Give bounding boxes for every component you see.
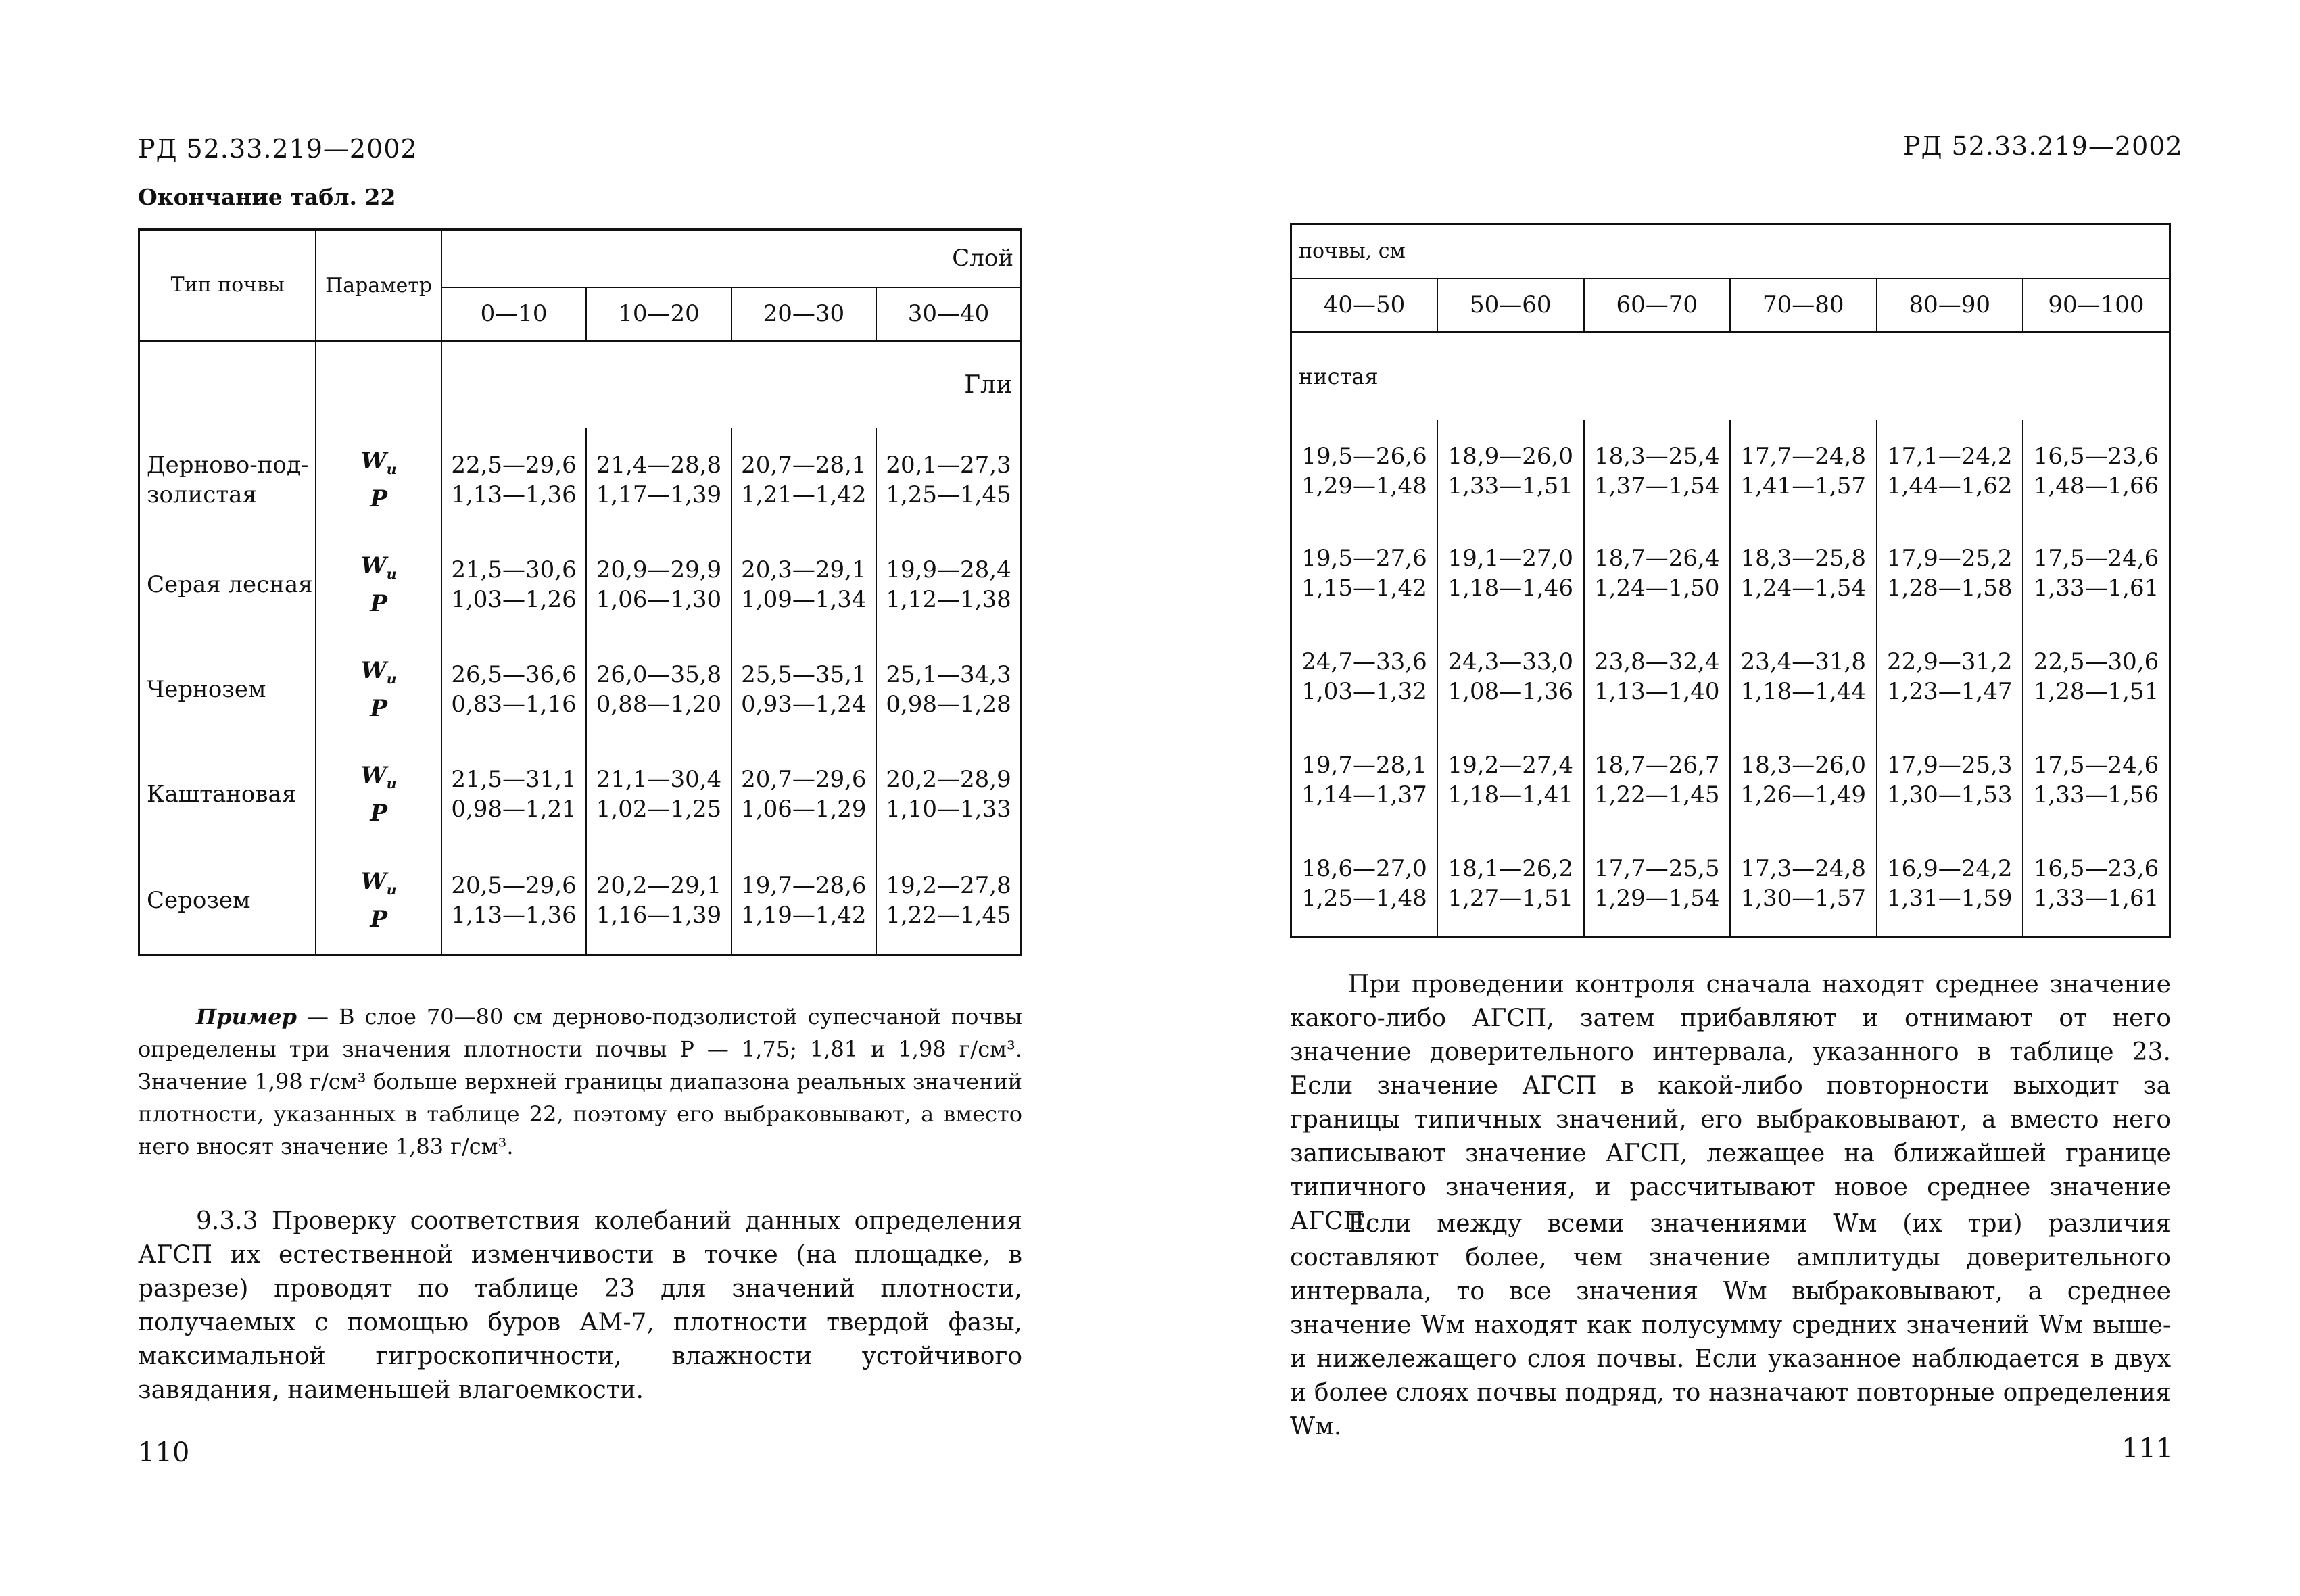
- layer-header: 90—100: [2023, 279, 2170, 333]
- left-page-header: РД 52.33.219—2002: [138, 134, 418, 164]
- value-cell: 23,4—31,8 1,18—1,44: [1730, 625, 1877, 729]
- amplitude-paragraph: Если между всеми значениями Wм (их три) различия составляют более, чем значение амплитуды доверительного интервала, то все значения Wм выбраковывают, а среднее значение Wм находят как полусумму средних значений Wм выше- и нижележащего слоя почвы. Если указанное наблюдается в двух и более слоях почвы подряд, то назначают повторные определения Wм.: [1290, 1210, 2171, 1441]
- value-cell: 16,5—23,6 1,48—1,66: [2033, 442, 2159, 500]
- value-cell: 25,5—35,1 0,93—1,24: [732, 637, 876, 742]
- section-label: нистая: [1299, 364, 1379, 390]
- value-cell: 19,5—27,6 1,15—1,42: [1291, 522, 1438, 625]
- value-cell: 17,3—24,8 1,30—1,57: [1730, 832, 1877, 937]
- layer-header: 0—10: [441, 287, 586, 341]
- table-row: [1291, 420, 2170, 522]
- soil-name: Серая лесная: [139, 533, 316, 637]
- soil-name: Серозем: [139, 847, 316, 955]
- value-cell: 26,0—35,8 0,88—1,20: [586, 637, 731, 742]
- value-cell: 19,5—26,6 1,29—1,48: [1291, 420, 1438, 522]
- right-page-header: РД 52.33.219—2002: [1903, 131, 2183, 161]
- table-row: [1291, 522, 2170, 625]
- table-caption: Окончание табл. 22: [138, 184, 396, 210]
- table-row: [139, 742, 1022, 847]
- value-cell: 17,9—25,3 1,30—1,53: [1877, 729, 2023, 832]
- table-row: [139, 533, 1022, 637]
- value-cell: 21,1—30,4 1,02—1,25: [586, 742, 731, 847]
- value-cell: 23,8—32,4 1,13—1,40: [1584, 625, 1731, 729]
- value-cell: 18,6—27,0 1,25—1,48: [1291, 832, 1438, 937]
- value-cell: 21,4—28,8 1,17—1,39: [586, 428, 731, 533]
- left-table: [138, 228, 1022, 956]
- param-labels: $W_и$ P: [316, 742, 441, 847]
- value-cell: 22,5—29,6 1,13—1,36: [441, 428, 586, 533]
- control-paragraph: При проведении контроля сначала находят среднее значение какого-либо АГСП, затем прибавляют и отнимают от него значение доверительного интервала, указанного в таблице 23. Если значение АГСП в какой-либо повторности выходит за границы типичных значений, его выбраковывают, а вместо него записывают значение АГСП, лежащее на ближайшей границе типичного значения, и рассчитывают новое среднее значение АГСП.: [1290, 971, 2171, 1235]
- soil-name: Дерново-под- золистая: [139, 428, 316, 533]
- param-labels: $W_и$ P: [316, 428, 441, 533]
- value-cell: 20,9—29,9 1,06—1,30: [586, 533, 731, 637]
- value-cell: 19,7—28,1 1,14—1,37: [1291, 729, 1438, 832]
- value-cell: 19,1—27,0 1,18—1,46: [1437, 522, 1584, 625]
- value-cell: 19,2—27,4 1,18—1,41: [1437, 729, 1584, 832]
- value-cell: 18,3—26,0 1,26—1,49: [1730, 729, 1877, 832]
- value-cell: 18,7—26,7 1,22—1,45: [1584, 729, 1731, 832]
- soil-name: Каштановая: [139, 742, 316, 847]
- example-text: — В слое 70—80 см дерново-подзолистой супесчаной почвы определены три значения плотности почвы P — 1,75; 1,81 и 1,98 г/см³. Значение 1,98 г/см³ больше верхней границы диапазона реальных значений плотности, указанных в таблице 22, поэтому его выбраковывают, а вместо него вносят значение 1,83 г/см³.: [138, 1004, 1022, 1159]
- value-cell: 21,5—30,6 1,03—1,26: [441, 533, 586, 637]
- value-cell: 20,7—28,1 1,21—1,42: [732, 428, 876, 533]
- value-cell: 17,7—25,5 1,29—1,54: [1584, 832, 1731, 937]
- layer-header: 50—60: [1437, 279, 1584, 333]
- layer-header: 40—50: [1291, 279, 1438, 333]
- param-labels: $W_и$ P: [316, 847, 441, 955]
- value-cell: 18,3—25,8 1,24—1,54: [1730, 522, 1877, 625]
- table-row: [1291, 832, 2170, 937]
- value-cell: 17,5—24,6 1,33—1,61: [2033, 545, 2159, 602]
- value-cell: 22,5—30,6 1,28—1,51: [2033, 648, 2159, 705]
- col-header-layer: почвы, см: [1291, 224, 2170, 279]
- value-cell: 18,9—26,0 1,33—1,51: [1437, 420, 1584, 522]
- example-label: Пример: [196, 1004, 297, 1030]
- value-cell: 17,7—24,8 1,41—1,57: [1730, 420, 1877, 522]
- param-labels: $W_и$ P: [316, 533, 441, 637]
- value-cell: 26,5—36,6 0,83—1,16: [441, 637, 586, 742]
- value-cell: 18,7—26,4 1,24—1,50: [1584, 522, 1731, 625]
- example-note: [138, 1000, 1022, 1163]
- value-cell: 20,7—29,6 1,06—1,29: [732, 742, 876, 847]
- right-page-number: 111: [2122, 1433, 2174, 1464]
- col-header-soil-type: Тип почвы: [139, 230, 316, 341]
- layer-header: 20—30: [732, 287, 876, 341]
- value-cell: 20,1—27,3 1,25—1,45: [886, 452, 1011, 508]
- value-cell: 19,9—28,4 1,12—1,38: [886, 556, 1011, 613]
- value-cell: 17,9—25,2 1,28—1,58: [1877, 522, 2023, 625]
- value-cell: 16,5—23,6 1,33—1,61: [2033, 855, 2159, 913]
- layer-header: 60—70: [1584, 279, 1731, 333]
- table-row: [139, 637, 1022, 742]
- value-cell: 18,1—26,2 1,27—1,51: [1437, 832, 1584, 937]
- layer-header: 80—90: [1877, 279, 2023, 333]
- value-cell: 20,3—29,1 1,09—1,34: [732, 533, 876, 637]
- value-cell: 20,5—29,6 1,13—1,36: [441, 847, 586, 955]
- param-labels: $W_и$ P: [316, 637, 441, 742]
- value-cell: 19,7—28,6 1,19—1,42: [732, 847, 876, 955]
- table-row: [139, 428, 1022, 533]
- value-cell: 24,3—33,0 1,08—1,36: [1437, 625, 1584, 729]
- layer-header: 30—40: [876, 287, 1021, 341]
- value-cell: 17,5—24,6 1,33—1,56: [2033, 752, 2159, 808]
- value-cell: 20,2—28,9 1,10—1,33: [886, 766, 1011, 823]
- value-cell: 20,2—29,1 1,16—1,39: [586, 847, 731, 955]
- table-row: [139, 847, 1022, 955]
- left-page-number: 110: [138, 1437, 190, 1468]
- soil-name: Чернозем: [139, 637, 316, 742]
- value-cell: 16,9—24,2 1,31—1,59: [1877, 832, 2023, 937]
- value-cell: 22,9—31,2 1,23—1,47: [1877, 625, 2023, 729]
- section-paragraph: 9.3.3 Проверку соответствия колебаний данных определения АГСП их естественной изменчивости в точке (на площадке, в разрезе) проводят по таблице 23 для значений плотности, получаемых с помощью буров АМ-7, плотности твердой фазы, максимальной гигроскопичности, влажности устойчивого завядания, наименьшей влагоемкости.: [138, 1207, 1022, 1404]
- value-cell: 24,7—33,6 1,03—1,32: [1291, 625, 1438, 729]
- right-table: [1290, 223, 2171, 938]
- value-cell: 25,1—34,3 0,98—1,28: [886, 661, 1011, 718]
- table-row: [1291, 625, 2170, 729]
- value-cell: 19,2—27,8 1,22—1,45: [886, 871, 1011, 929]
- col-header-layer: Слой: [441, 230, 1022, 287]
- value-cell: 21,5—31,1 0,98—1,21: [441, 742, 586, 847]
- table-row: [1291, 729, 2170, 832]
- layer-header: 70—80: [1730, 279, 1877, 333]
- section-label: Гли: [964, 370, 1012, 399]
- value-cell: 17,1—24,2 1,44—1,62: [1877, 420, 2023, 522]
- col-header-parameter: Параметр: [316, 230, 441, 341]
- value-cell: 18,3—25,4 1,37—1,54: [1584, 420, 1731, 522]
- layer-header: 10—20: [586, 287, 731, 341]
